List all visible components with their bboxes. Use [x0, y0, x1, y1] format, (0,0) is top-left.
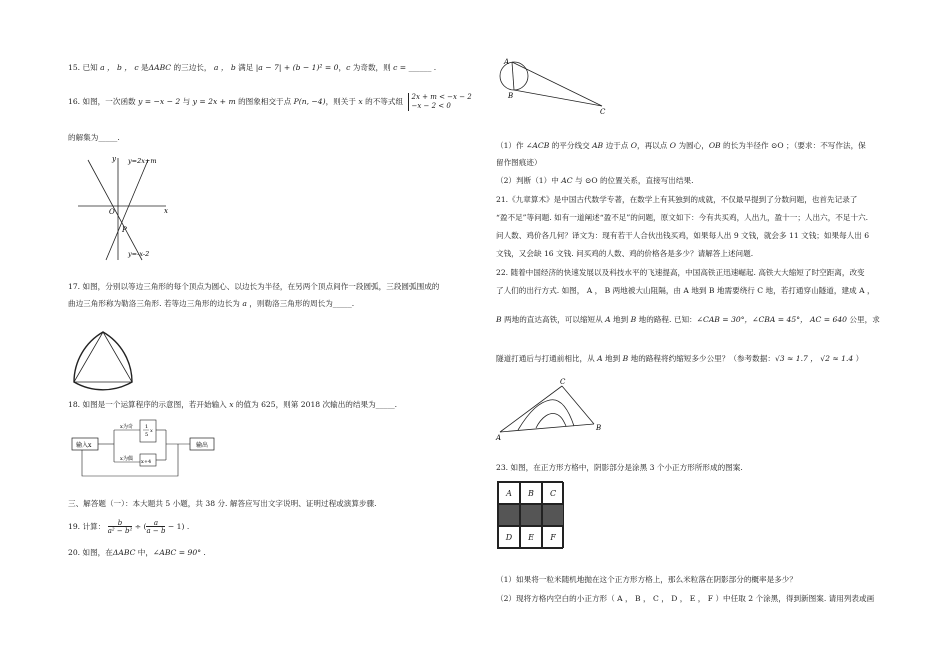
q22-line4: [496, 352, 863, 365]
figure-17-reuleaux-triangle: [68, 320, 148, 390]
q20p1-o2: O: [669, 141, 677, 150]
q20p2-ac: AC: [561, 176, 573, 185]
q21-line2: “盈不足”等问题. 如有一道阐述“盈不足”的问题，原文如下：今有共买鸡，人出九，盈十一；人出六，不足十六.: [496, 213, 869, 222]
q21-line4: 文钱，又会缺 16 文钱. 问买鸡的人数、鸡的价格各是多少？请解答上述问题.: [496, 249, 754, 258]
label-y: y: [112, 155, 116, 163]
q22-b2: B: [630, 315, 637, 324]
mountain-inner: [536, 414, 566, 428]
branch-even: x为偶: [120, 456, 133, 462]
q20p1-angle: ∠ACB: [526, 141, 550, 150]
q19-label: 19. 计算：: [68, 522, 106, 531]
label-C: C: [560, 378, 566, 386]
q22-l3b: 两地的直达高铁，可以缩短从: [501, 315, 606, 324]
q20p1-d: ，再以点: [637, 141, 670, 150]
line-AC: [500, 386, 562, 432]
q16-x: x: [358, 97, 363, 106]
q23-part1: （1）如果将一粒米随机地抛在这个正方形方格上，那么米粒落在阴影部分的概率是多少？: [496, 575, 797, 584]
q20p1-ab: AB: [592, 141, 604, 150]
question-18: [68, 398, 397, 411]
q15-text1: 是: [138, 63, 149, 72]
label-A: A: [504, 58, 510, 66]
q22-l4-b: B: [622, 354, 629, 363]
question-15: [68, 61, 436, 74]
q22-l4-a: A: [597, 354, 603, 363]
grid-cell-E: E: [520, 526, 542, 548]
grid-cell-F: F: [542, 526, 564, 548]
figure-22-mountain: [496, 380, 606, 442]
q16-t3: ，则关于: [325, 97, 359, 106]
q18-line1a: 18. 如图是一个运算程序的示意图，若开始输入: [68, 400, 230, 409]
q19-fraction-2: [146, 519, 165, 535]
label-C: C: [600, 108, 606, 116]
grid-cell-C: C: [542, 482, 564, 504]
side-BC: [514, 90, 602, 106]
q19-num2: a: [153, 519, 159, 527]
grid-cell-shaded-1: [498, 504, 520, 526]
q22-l4g: ）: [853, 354, 864, 363]
line-AB: [500, 424, 594, 432]
probability-grid: [497, 481, 563, 549]
q16-function-2: y = 2x + m: [192, 97, 236, 106]
q15-text2: 的三边长，: [171, 63, 212, 72]
label-B: B: [596, 424, 602, 432]
q20p1-ob: OB: [708, 141, 721, 150]
side-AB: [512, 62, 514, 90]
q17-line2b: ，则勒洛三角形的周长为_____.: [246, 299, 355, 308]
q23-line1: 23. 如图，在正方形方格中，阴影部分是涂黑 3 个小正方形所形成的图案.: [496, 463, 743, 472]
line-y-neg-x-minus-2: [88, 160, 142, 260]
q16-t1: 与: [180, 97, 193, 106]
q22-givens: ∠CAB = 30°，∠CBA = 45°， AC = 640: [696, 315, 847, 324]
q20p1-c: 边于点: [603, 141, 631, 150]
q20p1-e: 为圆心，: [676, 141, 709, 150]
grid-cell-shaded-2: [520, 504, 542, 526]
q21-line1: 21.《九章算术》是中国古代数学专著，在数学上有其独到的成就，不仅最早提到了分数问题，也首先记录了: [496, 195, 858, 204]
branch-odd: x为奇: [120, 424, 133, 430]
q20p2-a: （2）判断（1）中: [496, 176, 562, 185]
label-line-2x-m: y=2x+m: [128, 157, 157, 165]
q15-equation: |a − 7| + (b − 1)² = 0: [255, 63, 339, 72]
q17-a: a: [242, 299, 247, 308]
q22-line2: 了人们的出行方式. 如图， A ， B 两地被大山阻隔，由 A 地到 B 地需要绕行 C 地，若打通穿山隧道，建成 A ，: [496, 286, 875, 295]
q16-function-1: y = −x − 2: [138, 97, 181, 106]
question-19: [68, 519, 189, 535]
q15-answer-blank: c = ______ .: [393, 63, 437, 72]
q20p1-a: （1）作: [496, 141, 527, 150]
q18-line1b: 的值为 625，则第 2018 次输出的结果为_____.: [233, 400, 398, 409]
q20p2-b: 与 ⊙O 的位置关系，直接写出结果.: [572, 176, 694, 185]
q22-l4e: 地的路程将约缩短多少公里？（参考数据：: [628, 354, 775, 363]
q22-l3d: 地到: [610, 315, 631, 324]
q16-line2: 的解集为_____.: [68, 133, 120, 142]
q22-l4a: 隧道打通后与打通前相比，从: [496, 354, 598, 363]
input-label: 输入x: [76, 442, 92, 449]
label-O: O: [109, 208, 115, 216]
label-line-neg-x: y=-x-2: [128, 250, 150, 258]
q22-line3: [496, 313, 880, 326]
op1-den: 5: [145, 432, 149, 438]
q19-den2: a − b: [146, 527, 166, 535]
q19-tail: − 1) .: [165, 522, 190, 531]
section-3-heading: 三、解答题（一）：本大题共 5 小题，共 38 分. 解答应写出文字说明、证明过程或演算步骤.: [68, 499, 377, 508]
q20p1-f: 的长为半径作 ⊙O ；（要求：不写作法，保: [720, 141, 866, 150]
q16-t2: 的图象相交于点: [235, 97, 294, 106]
q20-part1-line2: 留作图痕迹）: [496, 158, 542, 167]
q22-a: A: [605, 315, 611, 324]
q15-text3: 满足: [238, 63, 254, 72]
op1-x: x: [150, 428, 153, 434]
op2-label: x+4: [141, 459, 152, 465]
q20-part2: [496, 174, 694, 187]
q17-line2a: 曲边三角形称为勒洛三角形. 若等边三角形的边长为: [68, 299, 243, 308]
q15-ab: a ， b: [211, 63, 239, 72]
q16-ineq-1: 2x + m < −x − 2: [411, 93, 472, 101]
q18-x: x: [229, 400, 234, 409]
q19-num1: b: [117, 519, 123, 527]
q22-b: B: [496, 315, 502, 324]
label-x: x: [164, 207, 168, 215]
q23-part2: （2）现将方格内空白的小正方形（ A ， B ， C ， D ， E ， F ）中任取 2 个涂黑，得到新图案. 请用列表或画: [496, 594, 875, 603]
q21-line3: 问人数、鸡价各几何？译文为：现有若干人合伙出钱买鸡，如果每人出 9 文钱，就会多 11 文钱；如果每人出 6: [496, 231, 870, 240]
q16-inequality-system: [408, 93, 472, 111]
q19-fraction-1: [108, 519, 133, 535]
figure-18-flowchart: [70, 420, 220, 480]
q15-text5: 为奇数，则: [350, 63, 394, 72]
q20-angle: ∠ABC = 90°: [152, 548, 202, 557]
question-20: [68, 546, 206, 559]
q20-part1: [496, 139, 866, 152]
q20-end: .: [201, 548, 206, 557]
q22-reference: √3 ≈ 1.7 ， √2 ≈ 1.4: [774, 354, 854, 363]
q17-line2: [68, 297, 354, 310]
q20-triangle: ΔABC: [112, 548, 136, 557]
output-label: 输出: [196, 442, 209, 449]
label-A: A: [496, 434, 502, 442]
figure-16-graph: [78, 148, 208, 268]
q19-op: ÷ (: [132, 522, 147, 531]
q22-l3h: 公里，求: [847, 315, 880, 324]
grid-cell-shaded-3: [542, 504, 564, 526]
question-16: [68, 93, 472, 111]
q16-ineq-2: −x − 2 < 0: [411, 102, 451, 110]
q22-l3f: 地的路程. 已知：: [636, 315, 697, 324]
inner-triangle: [74, 332, 132, 382]
grid-cell-B: B: [520, 482, 542, 504]
q15-c: c: [346, 63, 351, 72]
figure-20-triangle: [498, 56, 618, 120]
q20p1-o: O: [630, 141, 637, 150]
line-CB: [562, 386, 594, 424]
q16-label: 16. 如图，一次函数: [68, 97, 136, 106]
q19-den1: a² − b²: [107, 527, 133, 535]
label-B: B: [508, 92, 514, 100]
reuleaux-outline: [74, 332, 132, 390]
op1-num: 1: [145, 424, 149, 430]
grid-cell-D: D: [498, 526, 520, 548]
q17-line1: 17. 如图，分别以等边三角形的每个顶点为圆心、以边长为半径，在另两个顶点间作一段圆弧，三段圆弧围成的: [68, 282, 440, 291]
q16-point: P(n, −4): [293, 97, 326, 106]
grid-cell-A: A: [498, 482, 520, 504]
q15-text4: ，: [338, 63, 347, 72]
label-P: P: [122, 226, 127, 234]
q20-mid: 中，: [135, 548, 153, 557]
q15-vars: a ， b ， c: [100, 63, 139, 72]
q20-label: 20. 如图，在: [68, 548, 113, 557]
q16-t4: 的不等式组: [362, 97, 404, 106]
q20p1-b: 的平分线交: [549, 141, 593, 150]
q22-l4c: 地到: [602, 354, 623, 363]
q15-triangle: ΔABC: [148, 63, 172, 72]
q22-line1: 22. 随着中国经济的快速发展以及科技水平的飞速提高，中国高铁正迅速崛起. 高铁大大缩短了时空距离，改变: [496, 268, 865, 277]
q15-label: 15. 已知: [68, 63, 98, 72]
